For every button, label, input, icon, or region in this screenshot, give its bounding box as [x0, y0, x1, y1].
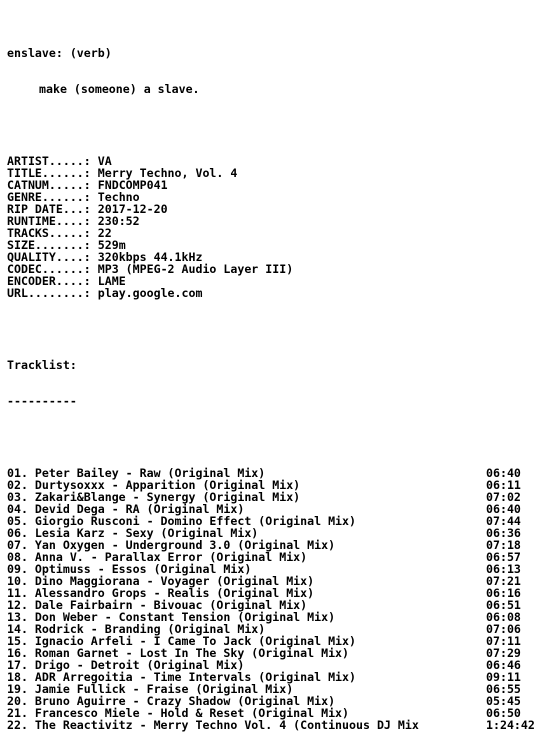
- info-key: QUALITY....:: [7, 250, 98, 264]
- track-duration: 07:02: [486, 490, 521, 504]
- info-value: Techno: [97, 190, 140, 204]
- track-duration: 1:24:42: [486, 718, 535, 732]
- track-row: [7, 718, 535, 732]
- track-duration: 06:13: [486, 562, 521, 576]
- track-title: 16. Roman Garnet - Lost In The Sky (Original Mix): [7, 646, 350, 660]
- track-title: 11. Alessandro Grops - Realis (Original Mix): [7, 586, 315, 600]
- track-title: 08. Anna V. - Parallax Error (Original Mix): [7, 550, 308, 564]
- track-title: 05. Giorgio Rusconi - Domino Effect (Original Mix): [7, 514, 357, 528]
- track-duration: 07:06: [486, 622, 521, 636]
- track-title: 22. The Reactivitz - Merry Techno Vol. 4 (Continuous DJ Mix: [7, 718, 419, 732]
- info-value: Merry Techno, Vol. 4: [97, 166, 238, 180]
- info-value: 230:52: [97, 214, 140, 228]
- track-title: 14. Rodrick - Branding (Original Mix): [7, 622, 266, 636]
- track-title: 03. Zakari&Blange - Synergy (Original Mix): [7, 490, 301, 504]
- info-value: VA: [97, 154, 112, 168]
- track-duration: 05:45: [486, 694, 521, 708]
- track-title: 13. Don Weber - Constant Tension (Original Mix): [7, 610, 336, 624]
- track-duration: 06:55: [486, 682, 521, 696]
- track-duration: 07:44: [486, 514, 521, 528]
- track-duration: 06:08: [486, 610, 521, 624]
- definition-meaning: make (someone) a slave.: [39, 82, 200, 96]
- info-key: GENRE......:: [7, 190, 98, 204]
- info-value: LAME: [97, 274, 126, 288]
- track-title: 17. Drigo - Detroit (Original Mix): [7, 658, 245, 672]
- nfo-text-document: [7, 23, 535, 743]
- info-value: 2017-12-20: [97, 202, 168, 216]
- info-row: [7, 287, 419, 299]
- track-duration: 06:40: [486, 502, 521, 516]
- info-key: RUNTIME....:: [7, 214, 98, 228]
- track-title: 02. Durtysoxxx - Apparition (Original Mix): [7, 478, 301, 492]
- track-title: 21. Francesco Miele - Hold & Reset (Original Mix): [7, 706, 350, 720]
- info-key: SIZE.......:: [7, 238, 98, 252]
- track-title: 12. Dale Fairbairn - Bivouac (Original Mix): [7, 598, 308, 612]
- blank-line: [7, 323, 419, 335]
- track-duration: 09:11: [486, 670, 521, 684]
- info-value: play.google.com: [97, 286, 203, 300]
- track-title: 09. Optimuss - Essos (Original Mix): [7, 562, 252, 576]
- info-key: URL........:: [7, 286, 98, 300]
- track-duration: 06:57: [486, 550, 521, 564]
- info-key: ARTIST.....:: [7, 154, 98, 168]
- info-key: TRACKS.....:: [7, 226, 98, 240]
- track-duration: 07:18: [486, 538, 521, 552]
- track-duration: 06:46: [486, 658, 521, 672]
- track-duration: 06:51: [486, 598, 521, 612]
- track-title: 15. Ignacio Arfeli - I Came To Jack (Original Mix): [7, 634, 357, 648]
- track-duration: 06:50: [486, 706, 521, 720]
- info-value: FNDCOMP041: [97, 178, 168, 192]
- info-value: MP3 (MPEG-2 Audio Layer III): [97, 262, 294, 276]
- track-title: 07. Yan Oxygen - Underground 3.0 (Original Mix): [7, 538, 336, 552]
- info-key: ENCODER....:: [7, 274, 98, 288]
- track-title: 10. Dino Maggiorana - Voyager (Original Mix): [7, 574, 315, 588]
- info-key: RIP DATE...:: [7, 202, 98, 216]
- info-value: 320kbps 44.1kHz: [97, 250, 203, 264]
- blank-line: [7, 119, 419, 131]
- definition-headword: enslave: (verb): [7, 46, 112, 60]
- release-info-block: [7, 155, 419, 299]
- track-title: 06. Lesia Karz - Sexy (Original Mix): [7, 526, 259, 540]
- blank-line: [7, 431, 419, 443]
- tracklist: [7, 466, 535, 732]
- track-duration: 06:16: [486, 586, 521, 600]
- tracklist-rule: ----------: [7, 394, 77, 408]
- track-duration: 06:36: [486, 526, 521, 540]
- info-key: CODEC......:: [7, 262, 98, 276]
- track-title: 04. Devid Dega - RA (Original Mix): [7, 502, 245, 516]
- info-key: CATNUM.....:: [7, 178, 98, 192]
- info-key: TITLE......:: [7, 166, 98, 180]
- track-duration: 06:11: [486, 478, 521, 492]
- info-value: 22: [97, 226, 112, 240]
- track-duration: 07:11: [486, 634, 521, 648]
- tracklist-heading: Tracklist:: [7, 358, 77, 372]
- track-duration: 06:40: [486, 466, 521, 480]
- track-title: 19. Jamie Fullick - Fraise (Original Mix): [7, 682, 294, 696]
- track-title: 20. Bruno Aguirre - Crazy Shadow (Original Mix): [7, 694, 336, 708]
- track-title: 18. ADR Arregoitia - Time Intervals (Original Mix): [7, 670, 357, 684]
- track-duration: 07:21: [486, 574, 521, 588]
- track-title: 01. Peter Bailey - Raw (Original Mix): [7, 466, 266, 480]
- info-value: 529m: [97, 238, 126, 252]
- track-duration: 07:29: [486, 646, 521, 660]
